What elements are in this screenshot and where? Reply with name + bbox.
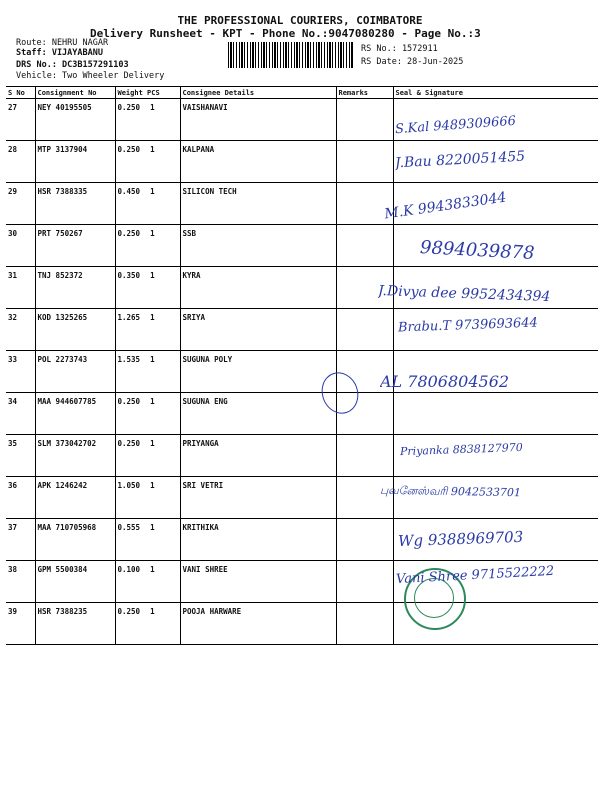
cell-consignee: SRI VETRI bbox=[180, 477, 336, 519]
cell-sno: 32 bbox=[6, 309, 35, 351]
cell-consignee: POOJA HARWARE bbox=[180, 603, 336, 645]
vehicle-label: Vehicle: Two Wheeler Delivery bbox=[16, 71, 165, 81]
header-sno: S No bbox=[6, 87, 35, 99]
cell-consignment: SLM 373042702 bbox=[35, 435, 115, 477]
handwritten-signature: 9894039878 bbox=[419, 237, 536, 264]
cell-remarks bbox=[336, 603, 393, 645]
header-consignment: Consignment No bbox=[35, 87, 115, 99]
header-weight: Weight bbox=[117, 88, 143, 97]
handwritten-signature: Wg 9388969703 bbox=[397, 527, 524, 551]
cell-pcs: 1 bbox=[150, 229, 155, 238]
cell-consignee: KALPANA bbox=[180, 141, 336, 183]
cell-consignee: SRIYA bbox=[180, 309, 336, 351]
handwritten-signature: J.Divya dee 9952434394 bbox=[377, 282, 551, 306]
cell-weight-pcs bbox=[115, 267, 180, 309]
cell-pcs: 1 bbox=[150, 481, 155, 490]
cell-consignee: PRIYANGA bbox=[180, 435, 336, 477]
cell-consignee: SSB bbox=[180, 225, 336, 267]
cell-remarks bbox=[336, 99, 393, 141]
cell-sno: 31 bbox=[6, 267, 35, 309]
cell-pcs: 1 bbox=[150, 103, 155, 112]
table-row bbox=[6, 603, 598, 645]
runsheet-table bbox=[6, 86, 598, 645]
handwritten-signature: S.Kal 9489309666 bbox=[394, 113, 517, 138]
cell-consignee: KYRA bbox=[180, 267, 336, 309]
cell-sno: 29 bbox=[6, 183, 35, 225]
cell-sno: 39 bbox=[6, 603, 35, 645]
header-seal: Seal & Signature bbox=[393, 87, 598, 99]
barcode bbox=[228, 42, 353, 68]
cell-consignment: NEY 40195505 bbox=[35, 99, 115, 141]
cell-remarks bbox=[336, 225, 393, 267]
header-details: Consignee Details bbox=[180, 87, 336, 99]
route-label: Route: NEHRU NAGAR bbox=[16, 38, 109, 48]
handwritten-signature: J.Bau 8220051455 bbox=[394, 148, 526, 172]
cell-sno: 34 bbox=[6, 393, 35, 435]
cell-pcs: 1 bbox=[150, 397, 155, 406]
cell-weight-pcs bbox=[115, 561, 180, 603]
handwritten-signature: Priyanka 8838127970 bbox=[399, 440, 523, 459]
table-header-row bbox=[6, 87, 598, 99]
cell-weight-pcs bbox=[115, 141, 180, 183]
cell-consignee: SUGUNA POLY bbox=[180, 351, 336, 393]
cell-pcs: 1 bbox=[150, 607, 155, 616]
cell-consignee: VANI SHREE bbox=[180, 561, 336, 603]
cell-sno: 28 bbox=[6, 141, 35, 183]
cell-pcs: 1 bbox=[150, 145, 155, 154]
cell-weight-pcs bbox=[115, 351, 180, 393]
cell-consignment: TNJ 852372 bbox=[35, 267, 115, 309]
cell-remarks bbox=[336, 435, 393, 477]
cell-remarks bbox=[336, 519, 393, 561]
cell-pcs: 1 bbox=[150, 565, 155, 574]
handwritten-signature: Vani Shree 9715522222 bbox=[395, 563, 555, 588]
cell-pcs: 1 bbox=[150, 187, 155, 196]
cell-consignment: MAA 710705968 bbox=[35, 519, 115, 561]
cell-weight: 0.450 bbox=[117, 187, 141, 196]
cell-weight-pcs bbox=[115, 225, 180, 267]
cell-consignment: MTP 3137904 bbox=[35, 141, 115, 183]
cell-consignment: HSR 7388335 bbox=[35, 183, 115, 225]
cell-weight-pcs bbox=[115, 393, 180, 435]
header-pcs: PCS bbox=[147, 88, 160, 97]
cell-sno: 37 bbox=[6, 519, 35, 561]
table-row bbox=[6, 351, 598, 393]
cell-pcs: 1 bbox=[150, 439, 155, 448]
cell-pcs: 1 bbox=[150, 355, 155, 364]
cell-consignee: VAISHANAVI bbox=[180, 99, 336, 141]
cell-consignment: APK 1246242 bbox=[35, 477, 115, 519]
cell-consignment: GPM 5500384 bbox=[35, 561, 115, 603]
table-row bbox=[6, 393, 598, 435]
cell-weight: 0.250 bbox=[117, 607, 141, 616]
cell-weight-pcs bbox=[115, 477, 180, 519]
cell-pcs: 1 bbox=[150, 271, 155, 280]
handwritten-signature: புவனேஸ்வரி 9042533701 bbox=[379, 483, 522, 500]
table-row bbox=[6, 183, 598, 225]
cell-pcs: 1 bbox=[150, 523, 155, 532]
cell-consignment: HSR 7388235 bbox=[35, 603, 115, 645]
cell-weight: 0.250 bbox=[117, 103, 141, 112]
runsheet-subtitle: Delivery Runsheet - KPT - Phone No.:9047080280 - Page No.:3 bbox=[90, 27, 481, 40]
rs-date: RS Date: 28-Jun-2025 bbox=[361, 57, 464, 67]
cell-weight-pcs bbox=[115, 519, 180, 561]
company-title: THE PROFESSIONAL COURIERS, COIMBATORE bbox=[177, 14, 423, 27]
cell-remarks bbox=[336, 561, 393, 603]
cell-sno: 30 bbox=[6, 225, 35, 267]
cell-weight: 0.350 bbox=[117, 271, 141, 280]
cell-consignee: SUGUNA ENG bbox=[180, 393, 336, 435]
cell-weight: 1.535 bbox=[117, 355, 141, 364]
cell-weight: 0.250 bbox=[117, 145, 141, 154]
cell-sno: 27 bbox=[6, 99, 35, 141]
cell-weight: 0.555 bbox=[117, 523, 141, 532]
cell-sno: 35 bbox=[6, 435, 35, 477]
cell-weight: 0.250 bbox=[117, 229, 141, 238]
cell-remarks bbox=[336, 309, 393, 351]
cell-consignment: PRT 750267 bbox=[35, 225, 115, 267]
header-remarks: Remarks bbox=[336, 87, 393, 99]
cell-consignee: SILICON TECH bbox=[180, 183, 336, 225]
header-weight-pcs bbox=[115, 87, 180, 99]
cell-remarks bbox=[336, 141, 393, 183]
cell-consignment: KOD 1325265 bbox=[35, 309, 115, 351]
cell-weight-pcs bbox=[115, 603, 180, 645]
cell-seal bbox=[393, 393, 598, 435]
cell-pcs: 1 bbox=[150, 313, 155, 322]
cell-consignee: KRITHIKA bbox=[180, 519, 336, 561]
staff-label: Staff: VIJAYABANU bbox=[16, 48, 103, 58]
cell-consignment: MAA 944607785 bbox=[35, 393, 115, 435]
cell-sno: 36 bbox=[6, 477, 35, 519]
cell-sno: 38 bbox=[6, 561, 35, 603]
cell-weight: 1.265 bbox=[117, 313, 141, 322]
cell-weight: 0.250 bbox=[117, 397, 141, 406]
cell-weight: 1.050 bbox=[117, 481, 141, 490]
cell-weight: 0.250 bbox=[117, 439, 141, 448]
cell-weight-pcs bbox=[115, 99, 180, 141]
cell-weight-pcs bbox=[115, 435, 180, 477]
cell-weight-pcs bbox=[115, 183, 180, 225]
handwritten-signature: Brabu.T 9739693644 bbox=[397, 315, 539, 336]
cell-weight: 0.100 bbox=[117, 565, 141, 574]
cell-sno: 33 bbox=[6, 351, 35, 393]
cell-weight-pcs bbox=[115, 309, 180, 351]
drs-label: DRS No.: DC3B157291103 bbox=[16, 60, 129, 70]
cell-consignment: POL 2273743 bbox=[35, 351, 115, 393]
handwritten-signature: M.K 9943833044 bbox=[383, 189, 508, 223]
handwritten-signature: AL 7806804562 bbox=[380, 372, 510, 391]
rs-number: RS No.: 1572911 bbox=[361, 44, 438, 54]
